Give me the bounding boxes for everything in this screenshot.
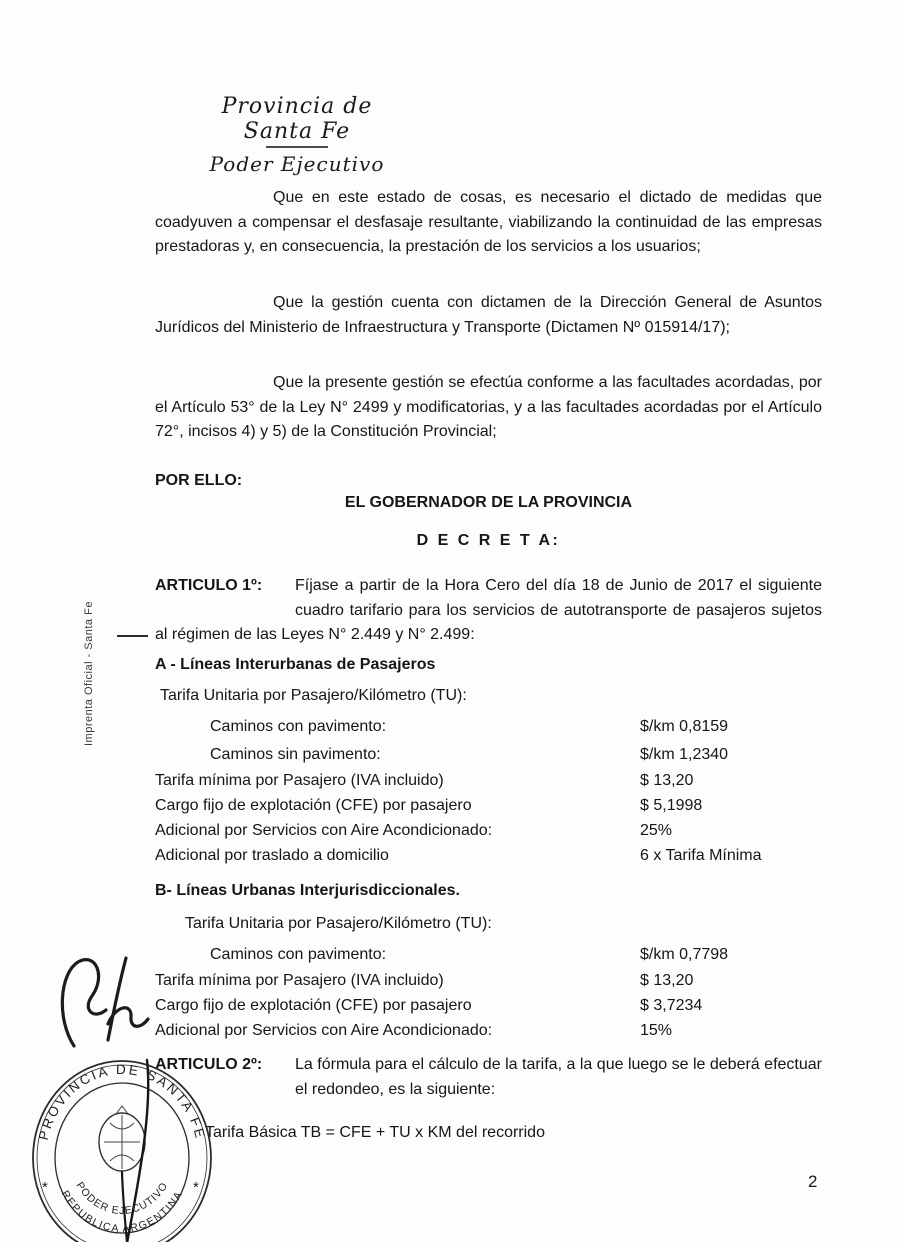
tariff-label: Adicional por Servicios con Aire Acondicionado:	[155, 1022, 493, 1039]
tariff-section-b	[155, 882, 822, 1052]
provincial-seal-stamp-icon	[26, 1054, 218, 1242]
articulo-1-body: Fíjase a partir de la Hora Cero del día 18 de Junio de 2017 el siguiente cuadro tarifario para los servicios de autotransporte de pasajeros sujetos al régimen de las Leyes N° 2.449 y N° 2.499:	[155, 577, 822, 643]
margin-dash	[117, 635, 148, 637]
tariff-section-a	[155, 656, 822, 876]
tariff-formula: Tarifa Básica TB = CFE + TU x KM del recorrido	[205, 1124, 545, 1141]
tariff-label: Caminos sin pavimento:	[210, 746, 381, 763]
tariff-row	[155, 847, 822, 873]
tariff-label: Caminos con pavimento:	[210, 718, 387, 735]
tariff-value: $ 5,1998	[640, 797, 703, 814]
stamp-ring-bottom-text: REPUBLICA ARGENTINA	[58, 1188, 186, 1236]
decreta-heading: D E C R E T A:	[416, 532, 561, 549]
tariff-row	[155, 822, 822, 848]
tariff-label: Caminos con pavimento:	[210, 946, 387, 963]
tariff-label: Tarifa mínima por Pasajero (IVA incluido)	[155, 772, 444, 789]
articulo-2-label: ARTICULO 2º:	[155, 1056, 263, 1073]
tariff-row	[155, 946, 822, 972]
recital-paragraph-1: Que en este estado de cosas, es necesario el dictado de medidas que coadyuven a compensar el desfasaje resultante, viabilizando la continuidad de las empresas prestadoras y, en consecuencia, la prestación de los servicios a los usuarios;	[155, 189, 822, 255]
tariff-row	[155, 746, 822, 772]
articulo-1-label: ARTICULO 1º:	[155, 577, 263, 594]
tariff-row	[155, 972, 822, 998]
tariff-value: $ 13,20	[640, 972, 694, 989]
tariff-row	[155, 718, 822, 744]
por-ello-heading: POR ELLO:	[155, 472, 243, 489]
tariff-label: Cargo fijo de explotación (CFE) por pasajero	[155, 797, 472, 814]
section-b-subtitle: Tarifa Unitaria por Pasajero/Kilómetro (TU):	[185, 915, 492, 932]
stamp-star-right-icon: *	[193, 1179, 199, 1196]
tariff-value: 6 x Tarifa Mínima	[640, 847, 762, 864]
section-a-subtitle: Tarifa Unitaria por Pasajero/Kilómetro (TU):	[160, 687, 467, 704]
tariff-row	[155, 1022, 822, 1048]
tariff-value: $ 13,20	[640, 772, 694, 789]
stamp-star-left-icon: *	[42, 1179, 48, 1196]
tariff-label: Adicional por Servicios con Aire Acondicionado:	[155, 822, 493, 839]
signature-initials-icon	[52, 948, 202, 1053]
letterhead-divider	[266, 146, 328, 148]
tariff-value: 25%	[640, 822, 673, 839]
recital-paragraph-3: Que la presente gestión se efectúa conforme a las facultades acordadas, por el Artículo 53° de la Ley N° 2499 y modificatorias, y a las facultades acordadas por el Artículo 72°, incisos 4) y 5) de la Constitución Provincial;	[155, 374, 822, 440]
recital-paragraph-2: Que la gestión cuenta con dictamen de la Dirección General de Asuntos Jurídicos del Ministerio de Infraestructura y Transporte (Dictamen Nº 015914/17);	[155, 294, 822, 336]
tariff-row	[155, 772, 822, 798]
articulo-1	[155, 574, 822, 648]
tariff-value: 15%	[640, 1022, 673, 1039]
tariff-value: $/km 1,2340	[640, 746, 729, 763]
letterhead-province: Provincia de Santa Fe	[221, 94, 373, 144]
authority-heading: EL GOBERNADOR DE LA PROVINCIA	[344, 494, 633, 511]
section-b-title: B- Líneas Urbanas Interjurisdiccionales.	[155, 882, 460, 899]
articulo-2-body: La fórmula para el cálculo de la tarifa, a la que luego se le deberá efectuar el redondeo, es la siguiente:	[295, 1056, 822, 1098]
articulo-2	[155, 1053, 822, 1103]
tariff-label: Tarifa mínima por Pasajero (IVA incluido)	[155, 972, 444, 989]
stamp-inner-arc-text: PODER EJECUTIVO	[73, 1179, 171, 1218]
tariff-label: Adicional por traslado a domicilio	[155, 847, 389, 864]
tariff-row	[155, 997, 822, 1023]
tariff-value: $/km 0,7798	[640, 946, 729, 963]
section-a-title: A - Líneas Interurbanas de Pasajeros	[155, 656, 436, 673]
tariff-label: Cargo fijo de explotación (CFE) por pasajero	[155, 997, 472, 1014]
letterhead	[188, 94, 406, 176]
tariff-value: $/km 0,8159	[640, 718, 729, 735]
tariff-value: $ 3,7234	[640, 997, 703, 1014]
page-number: 2	[808, 1172, 818, 1191]
stamp-ring-top-text: PROVINCIA DE SANTA FE	[35, 1061, 209, 1142]
letterhead-branch: Poder Ejecutivo	[209, 152, 385, 176]
tariff-row	[155, 797, 822, 823]
printer-margin-note: Imprenta Oficial - Santa Fe	[83, 601, 95, 746]
